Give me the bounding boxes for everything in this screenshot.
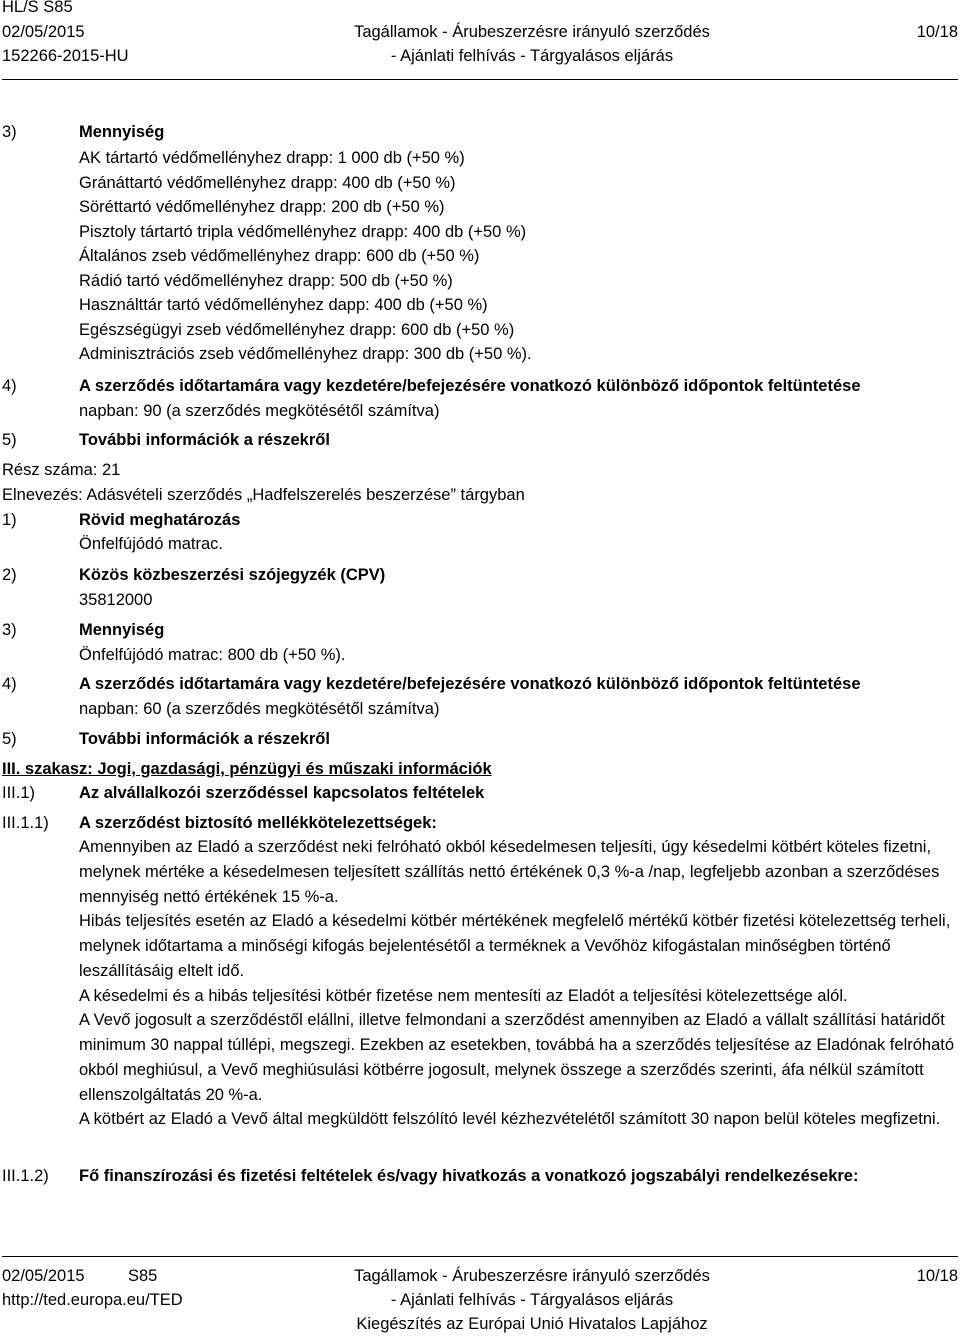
- paragraph: Amennyiben az Eladó a szerződést neki felróható okból késedelmesen teljesíti, úgy késedelmi kötbért köteles fizetni, melynek mértéke a késedelmesen teljesített szállítás nettó értékének 0,3 %-a /nap, legfeljebb azonban a szerződéses mennyiség nettó értékének 15 %-a.: [79, 838, 940, 906]
- lot21-cpv-value: 35812000: [79, 591, 153, 609]
- section3-1-number: III.1): [2, 784, 36, 802]
- footer-title-line1: Tagállamok - Árubeszerzésre irányuló szerződés: [354, 1267, 710, 1285]
- header-notice-id: 152266-2015-HU: [2, 47, 129, 65]
- page-footer: [2, 1262, 958, 1334]
- lot21-quantity-value: Önfelfújódó matrac: 800 db (+50 %).: [79, 646, 346, 664]
- lot21-duration-value: napban: 60 (a szerződés megkötésétől számítva): [79, 700, 440, 718]
- lot20-quantity-item: AK tártartó védőmellényhez drapp: 1 000 db (+50 %): [79, 149, 465, 167]
- lot21-cpv-number: 2): [2, 566, 17, 584]
- lot21-quantity-heading: Mennyiség: [79, 621, 165, 639]
- footer-title-line2: - Ajánlati felhívás - Tárgyalásos eljárás: [390, 1291, 674, 1309]
- section3-1-1-number: III.1.1): [2, 814, 49, 832]
- section3-1-1-body: [79, 835, 957, 1132]
- lot20-duration-number: 4): [2, 377, 17, 395]
- header-date: 02/05/2015: [2, 23, 85, 41]
- lot20-quantity-item: Gránáttartó védőmellényhez drapp: 400 db (+50 %): [79, 174, 456, 192]
- lot21-short-description-heading: Rövid meghatározás: [79, 511, 241, 529]
- footer-title-line3: Kiegészítés az Európai Unió Hivatalos Lapjához: [356, 1315, 708, 1333]
- lot20-additional-number: 5): [2, 431, 17, 449]
- section3-1-2-title: Fő finanszírozási és fizetési feltételek és/vagy hivatkozás a vonatkozó jogszabályi rendelkezésekre:: [79, 1167, 859, 1185]
- paragraph: A Vevő jogosult a szerződéstől elállni, illetve felmondani a szerződést amennyiben az Eladó a vállalt szállítási határidőt minimum 30 nappal túllépi, megszegi. Ezekben az esetekben, továbbá ha a szerződés teljesítése az Eladónak felróható okból meghiúsul, a Vevő meghiúsulási kötbérre jogosult, melynek összege a szerződés szerinti, áfa nélkül számított ellenszolgáltatás 20 %-a.: [79, 1011, 955, 1104]
- header-title-line1: Tagállamok - Árubeszerzésre irányuló szerződés: [354, 23, 710, 41]
- paragraph: A késedelmi és a hibás teljesítési kötbér fizetése nem mentesíti az Eladót a teljesítési kötelezettsége alól.: [79, 986, 848, 1005]
- header-divider: [2, 79, 958, 80]
- lot20-quantity-heading: Mennyiség: [79, 123, 165, 141]
- lot20-quantity-item: Rádió tartó védőmellényhez drapp: 500 db (+50 %): [79, 272, 453, 290]
- lot21-additional-number: 5): [2, 730, 17, 748]
- footer-series: S85: [128, 1267, 158, 1285]
- lot20-duration-heading: A szerződés időtartamára vagy kezdetére/befejezésére vonatkozó különböző időpontok feltüntetése: [79, 377, 861, 395]
- lot21-short-description-value: Önfelfújódó matrac.: [79, 535, 223, 553]
- section3-1-title: Az alvállalkozói szerződéssel kapcsolatos feltételek: [79, 784, 485, 802]
- lot21-duration-number: 4): [2, 675, 17, 693]
- lot20-duration-value: napban: 90 (a szerződés megkötésétől számítva): [79, 402, 440, 420]
- lot21-duration-heading: A szerződés időtartamára vagy kezdetére/befejezésére vonatkozó különböző időpontok feltüntetése: [79, 675, 861, 693]
- section3-title: III. szakasz: Jogi, gazdasági, pénzügyi és műszaki információk: [2, 760, 492, 778]
- footer-date: 02/05/2015: [2, 1267, 85, 1285]
- header-code: HL/S S85: [2, 0, 73, 16]
- header-page-number: 10/18: [916, 23, 958, 41]
- paragraph: A kötbért az Eladó a Vevő által megküldött felszólító levél kézhezvételétől számított 30 napon belül köteles megfizetni.: [79, 1110, 941, 1129]
- page-header: [2, 0, 958, 76]
- lot21-short-description-number: 1): [2, 511, 17, 529]
- lot20-quantity-item: Használttár tartó védőmellényhez dapp: 400 db (+50 %): [79, 296, 488, 314]
- lot20-additional-heading: További információk a részekről: [79, 431, 330, 449]
- lot21-name: Elnevezés: Adásvételi szerződés „Hadfelszerelés beszerzése” tárgyban: [2, 486, 525, 504]
- lot20-quantity-item: Általános zseb védőmellényhez drapp: 600 db (+50 %): [79, 247, 480, 265]
- lot21-additional-heading: További információk a részekről: [79, 730, 330, 748]
- lot20-quantity-item: Adminisztrációs zseb védőmellényhez drapp: 300 db (+50 %).: [79, 345, 532, 363]
- lot21-quantity-number: 3): [2, 621, 17, 639]
- section3-1-2-number: III.1.2): [2, 1167, 49, 1185]
- footer-divider: [2, 1256, 958, 1257]
- lot21-number: Rész száma: 21: [2, 461, 121, 479]
- lot20-quantity-item: Egészségügyi zseb védőmellényhez drapp: 600 db (+50 %): [79, 321, 515, 339]
- header-title-line2: - Ajánlati felhívás - Tárgyalásos eljárás: [390, 47, 674, 65]
- lot20-quantity-item: Pisztoly tártartó tripla védőmellényhez drapp: 400 db (+50 %): [79, 223, 527, 241]
- footer-page-number: 10/18: [916, 1267, 958, 1285]
- lot20-quantity-item: Söréttartó védőmellényhez drapp: 200 db (+50 %): [79, 198, 445, 216]
- lot21-cpv-heading: Közös közbeszerzési szójegyzék (CPV): [79, 566, 386, 584]
- paragraph: Hibás teljesítés esetén az Eladó a késedelmi kötbér mértékének megfelelő mértékű kötbér fizetési kötelezettség terheli, melynek időtartama a minőségi kifogás bejelentésétől a terméknek a Vevőhöz kifogástalan minőségben történő leszállításáig eltelt idő.: [79, 912, 951, 980]
- section3-1-1-title: A szerződést biztosító mellékkötelezettségek:: [79, 814, 437, 832]
- lot20-quantity-number: 3): [2, 123, 17, 141]
- footer-url: http://ted.europa.eu/TED: [2, 1291, 183, 1309]
